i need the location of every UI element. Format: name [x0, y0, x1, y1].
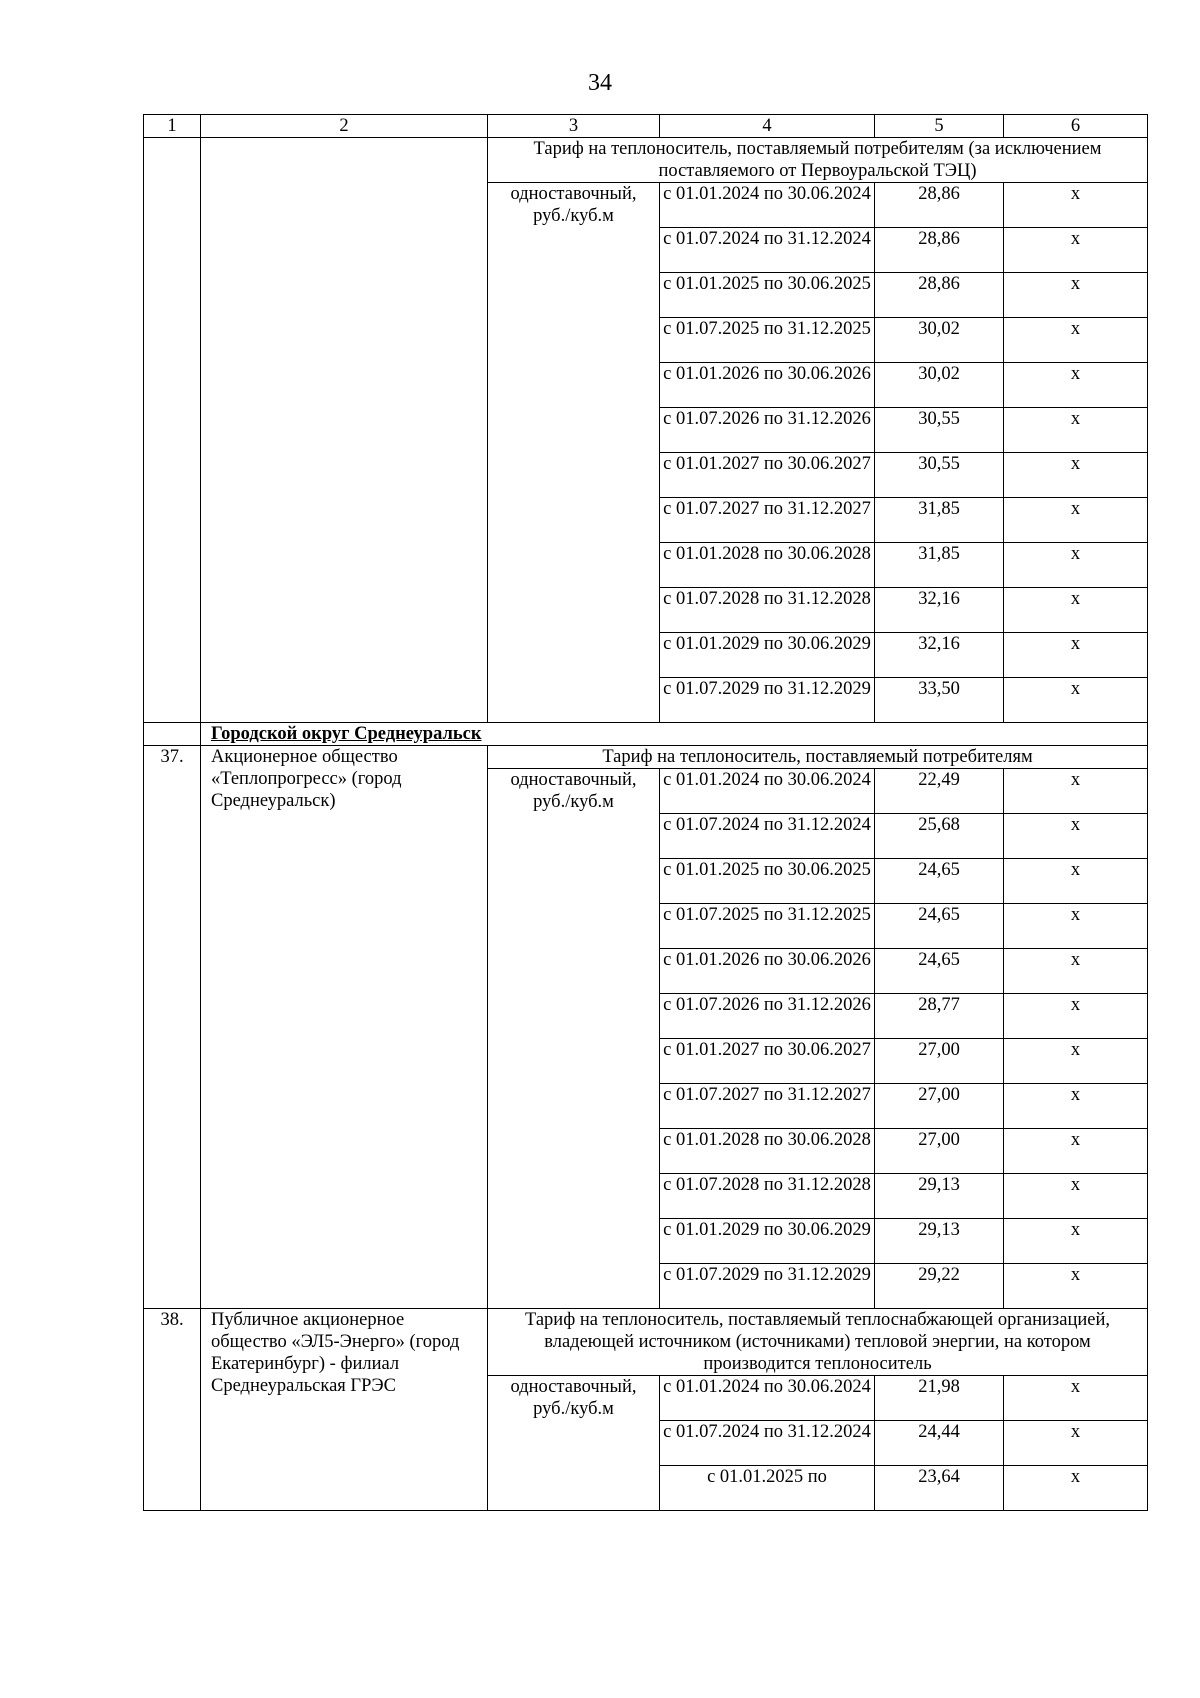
page-number: 34 — [588, 70, 612, 96]
tariff-column6: х — [1004, 273, 1148, 318]
entry-number: 38. — [144, 1309, 201, 1511]
tariff-column6: х — [1004, 769, 1148, 814]
tariff-value: 24,65 — [875, 949, 1004, 994]
tariff-period: с 01.01.2026 по 30.06.2026 — [660, 949, 875, 994]
rate-type: одноставочный, руб./куб.м — [488, 183, 660, 723]
tariff-value: 29,22 — [875, 1264, 1004, 1309]
tariff-period: с 01.07.2024 по 31.12.2024 — [660, 228, 875, 273]
section-row — [144, 723, 1148, 746]
column-header: 2 — [201, 115, 488, 138]
tariff-period: с 01.07.2024 по 31.12.2024 — [660, 814, 875, 859]
tariff-column6: х — [1004, 814, 1148, 859]
column-header-row — [144, 115, 1148, 138]
column-header: 6 — [1004, 115, 1148, 138]
tariff-period: с 01.07.2028 по 31.12.2028 — [660, 1174, 875, 1219]
tariff-value: 22,49 — [875, 769, 1004, 814]
tariff-period: с 01.01.2028 по 30.06.2028 — [660, 1129, 875, 1174]
section-title: Городской округ Среднеуральск — [201, 723, 1148, 746]
tariff-column6: х — [1004, 1421, 1148, 1466]
tariff-column6: х — [1004, 1264, 1148, 1309]
tariff-period: с 01.01.2024 по 30.06.2024 — [660, 1376, 875, 1421]
tariff-column6: х — [1004, 859, 1148, 904]
tariff-value: 30,02 — [875, 363, 1004, 408]
organization-name: Публичное акционерное общество «ЭЛ5-Энерго» (город Екатеринбург) - филиал Среднеуральская ГРЭС — [201, 1309, 488, 1511]
tariff-period: с 01.07.2024 по 31.12.2024 — [660, 1421, 875, 1466]
tariff-column6: х — [1004, 1084, 1148, 1129]
section-number-empty — [144, 723, 201, 746]
tariff-title: Тариф на теплоноситель, поставляемый потребителям — [488, 746, 1148, 769]
tariff-period: с 01.01.2026 по 30.06.2026 — [660, 363, 875, 408]
tariff-period: с 01.01.2025 по — [660, 1466, 875, 1511]
tariff-period: с 01.07.2027 по 31.12.2027 — [660, 498, 875, 543]
tariff-period: с 01.01.2024 по 30.06.2024 — [660, 183, 875, 228]
tariff-period: с 01.01.2024 по 30.06.2024 — [660, 769, 875, 814]
column-header: 4 — [660, 115, 875, 138]
tariff-table — [143, 114, 1148, 1511]
tariff-column6: х — [1004, 183, 1148, 228]
tariff-column6: х — [1004, 1174, 1148, 1219]
tariff-period: с 01.07.2029 по 31.12.2029 — [660, 1264, 875, 1309]
tariff-column6: х — [1004, 1219, 1148, 1264]
tariff-value: 32,16 — [875, 588, 1004, 633]
column-header: 5 — [875, 115, 1004, 138]
column-header: 3 — [488, 115, 660, 138]
tariff-period: с 01.01.2027 по 30.06.2027 — [660, 1039, 875, 1084]
tariff-value: 30,55 — [875, 453, 1004, 498]
tariff-column6: х — [1004, 904, 1148, 949]
tariff-column6: х — [1004, 949, 1148, 994]
tariff-value: 21,98 — [875, 1376, 1004, 1421]
tariff-value: 30,55 — [875, 408, 1004, 453]
tariff-column6: х — [1004, 363, 1148, 408]
tariff-period: с 01.07.2026 по 31.12.2026 — [660, 408, 875, 453]
tariff-column6: х — [1004, 318, 1148, 363]
tariff-period: с 01.01.2028 по 30.06.2028 — [660, 543, 875, 588]
tariff-value: 24,44 — [875, 1421, 1004, 1466]
organization-name: Акционерное общество «Теплопрогресс» (город Среднеуральск) — [201, 746, 488, 1309]
tariff-title: Тариф на теплоноситель, поставляемый потребителям (за исключением поставляемого от Первоуральской ТЭЦ) — [488, 138, 1148, 183]
tariff-title-row — [144, 1309, 1148, 1376]
organization-name-empty — [201, 138, 488, 723]
tariff-value: 28,86 — [875, 228, 1004, 273]
tariff-column6: х — [1004, 543, 1148, 588]
tariff-period: с 01.07.2025 по 31.12.2025 — [660, 318, 875, 363]
tariff-value: 24,65 — [875, 859, 1004, 904]
tariff-value: 28,86 — [875, 183, 1004, 228]
tariff-column6: х — [1004, 228, 1148, 273]
tariff-value: 28,77 — [875, 994, 1004, 1039]
tariff-value: 24,65 — [875, 904, 1004, 949]
tariff-title: Тариф на теплоноситель, поставляемый теплоснабжающей организацией, владеющей источником (источниками) тепловой энергии, на котором производится теплоноситель — [488, 1309, 1148, 1376]
tariff-column6: х — [1004, 1039, 1148, 1084]
tariff-column6: х — [1004, 588, 1148, 633]
tariff-value: 27,00 — [875, 1084, 1004, 1129]
tariff-value: 33,50 — [875, 678, 1004, 723]
tariff-period: с 01.07.2029 по 31.12.2029 — [660, 678, 875, 723]
tariff-period: с 01.07.2026 по 31.12.2026 — [660, 994, 875, 1039]
tariff-title-row — [144, 746, 1148, 769]
tariff-value: 31,85 — [875, 543, 1004, 588]
tariff-column6: х — [1004, 1466, 1148, 1511]
rate-type: одноставочный, руб./куб.м — [488, 1376, 660, 1511]
tariff-title-row — [144, 138, 1148, 183]
tariff-period: с 01.01.2027 по 30.06.2027 — [660, 453, 875, 498]
tariff-period: с 01.07.2025 по 31.12.2025 — [660, 904, 875, 949]
tariff-column6: х — [1004, 678, 1148, 723]
tariff-period: с 01.01.2025 по 30.06.2025 — [660, 859, 875, 904]
tariff-period: с 01.01.2029 по 30.06.2029 — [660, 1219, 875, 1264]
tariff-period: с 01.07.2028 по 31.12.2028 — [660, 588, 875, 633]
tariff-column6: х — [1004, 1376, 1148, 1421]
tariff-column6: х — [1004, 408, 1148, 453]
tariff-value: 25,68 — [875, 814, 1004, 859]
tariff-value: 27,00 — [875, 1039, 1004, 1084]
tariff-value: 27,00 — [875, 1129, 1004, 1174]
tariff-period: с 01.07.2027 по 31.12.2027 — [660, 1084, 875, 1129]
tariff-value: 32,16 — [875, 633, 1004, 678]
tariff-column6: х — [1004, 453, 1148, 498]
rate-type: одноставочный, руб./куб.м — [488, 769, 660, 1309]
tariff-column6: х — [1004, 498, 1148, 543]
entry-number-empty — [144, 138, 201, 723]
tariff-value: 29,13 — [875, 1219, 1004, 1264]
tariff-value: 29,13 — [875, 1174, 1004, 1219]
tariff-column6: х — [1004, 633, 1148, 678]
tariff-period: с 01.01.2025 по 30.06.2025 — [660, 273, 875, 318]
tariff-value: 31,85 — [875, 498, 1004, 543]
tariff-column6: х — [1004, 994, 1148, 1039]
column-header: 1 — [144, 115, 201, 138]
tariff-column6: х — [1004, 1129, 1148, 1174]
tariff-period: с 01.01.2029 по 30.06.2029 — [660, 633, 875, 678]
tariff-value: 30,02 — [875, 318, 1004, 363]
tariff-value: 23,64 — [875, 1466, 1004, 1511]
tariff-value: 28,86 — [875, 273, 1004, 318]
entry-number: 37. — [144, 746, 201, 1309]
